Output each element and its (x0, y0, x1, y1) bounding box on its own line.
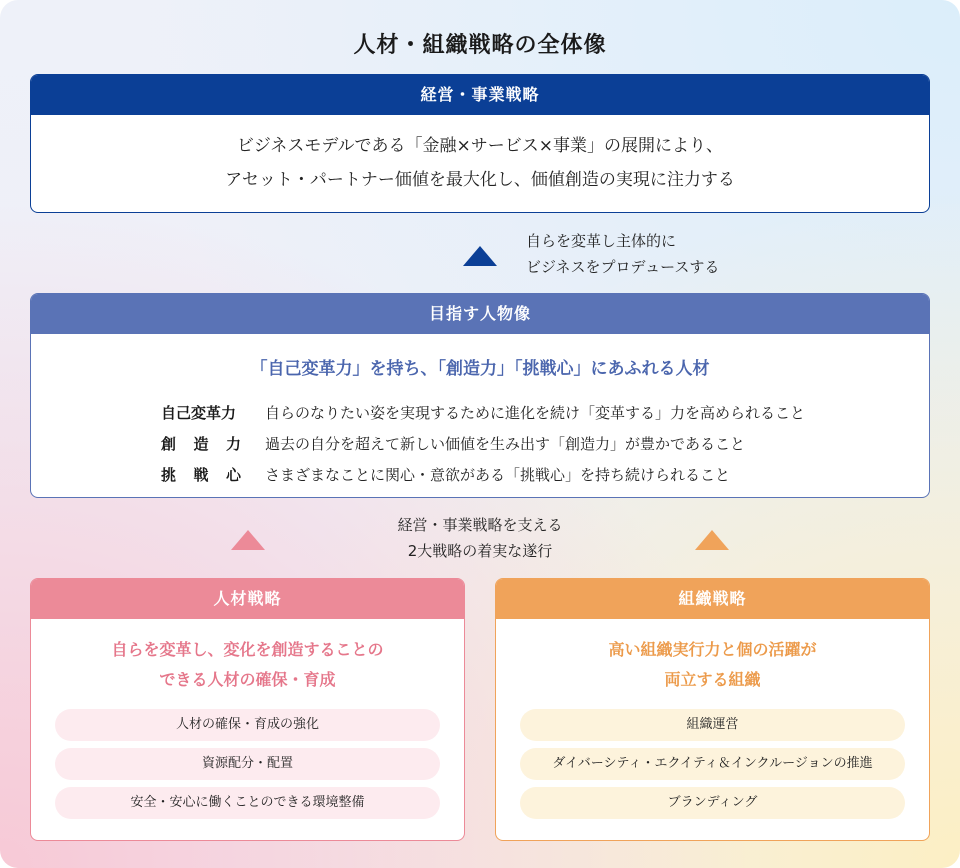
definition-term (161, 429, 241, 460)
hr-strategy-item: 人材の確保・育成の強化 (55, 709, 440, 741)
definition-list (161, 398, 805, 491)
definition-term: 自己変革力 (161, 404, 237, 422)
definition-term-char: 挑 (161, 466, 177, 484)
hr-strategy-items (31, 709, 464, 819)
definition-desc: 過去の自分を超えて新しい価値を生み出す「創造力」が豊かであること (265, 435, 746, 453)
arrow-note-top (526, 228, 719, 280)
business-strategy-header: 経営・事業戦略 (31, 75, 929, 115)
org-strategy-item: 組織運営 (520, 709, 905, 741)
org-strategy-item: ブランディング (520, 787, 905, 819)
org-strategy-items (496, 709, 929, 819)
definition-term-char: 心 (225, 466, 241, 484)
hr-strategy-lead-line-2: できる人材の確保・育成 (159, 670, 336, 689)
org-strategy-header: 組織戦略 (496, 579, 929, 619)
hr-strategy-item: 資源配分・配置 (55, 748, 440, 780)
business-strategy-line-2: アセット・パートナー価値を最大化し、価値創造の実現に注力する (225, 170, 735, 190)
definition-desc: 自らのなりたい姿を実現するために進化を続け「変革する」力を高められること (265, 404, 806, 422)
hr-strategy-item: 安全・安心に働くことのできる環境整備 (55, 787, 440, 819)
business-strategy-line-1: ビジネスモデルである「金融×サービス×事業」の展開により、 (236, 136, 724, 156)
definition-term-char: 造 (193, 435, 209, 453)
hr-strategy-lead-line-1: 自らを変革し、変化を創造することの (111, 640, 384, 659)
ideal-person-card (30, 293, 930, 498)
business-strategy-card (30, 74, 930, 213)
arrow-note-bottom (0, 512, 960, 564)
definition-row (161, 429, 805, 460)
hr-strategy-header: 人材戦略 (31, 579, 464, 619)
org-strategy-lead-line-2: 両立する組織 (664, 670, 761, 689)
org-strategy-card (495, 578, 930, 841)
definition-desc: さまざまなことに関心・意欲がある「挑戦心」を持ち続けられること (265, 466, 731, 484)
definition-term-char: 戦 (193, 466, 209, 484)
ideal-person-tagline: 「自己変革力」を持ち、「創造力」「挑戦心」にあふれる人材 (250, 359, 710, 379)
org-strategy-lead (496, 635, 929, 695)
arrow-note-top-line-1: 自らを変革し主体的に (526, 232, 677, 250)
definition-term (161, 460, 241, 491)
definition-term-char: 創 (161, 435, 177, 453)
definition-row (161, 398, 805, 429)
page-title: 人材・組織戦略の全体像 (353, 33, 607, 58)
hr-strategy-lead (31, 635, 464, 695)
definition-term-char: 力 (225, 435, 241, 453)
org-strategy-lead-line-1: 高い組織実行力と個の活躍が (608, 640, 817, 659)
arrow-note-bottom-line-2: 2大戦略の着実な遂行 (407, 542, 553, 560)
up-arrow-icon (463, 246, 497, 266)
org-strategy-item: ダイバーシティ・エクイティ＆インクルージョンの推進 (520, 748, 905, 780)
definition-row (161, 460, 805, 491)
arrow-note-bottom-line-1: 経営・事業戦略を支える (397, 516, 563, 534)
ideal-person-header: 目指す人物像 (31, 294, 929, 334)
hr-strategy-card (30, 578, 465, 841)
business-strategy-body (31, 115, 929, 197)
arrow-note-top-line-2: ビジネスをプロデュースする (526, 258, 720, 276)
